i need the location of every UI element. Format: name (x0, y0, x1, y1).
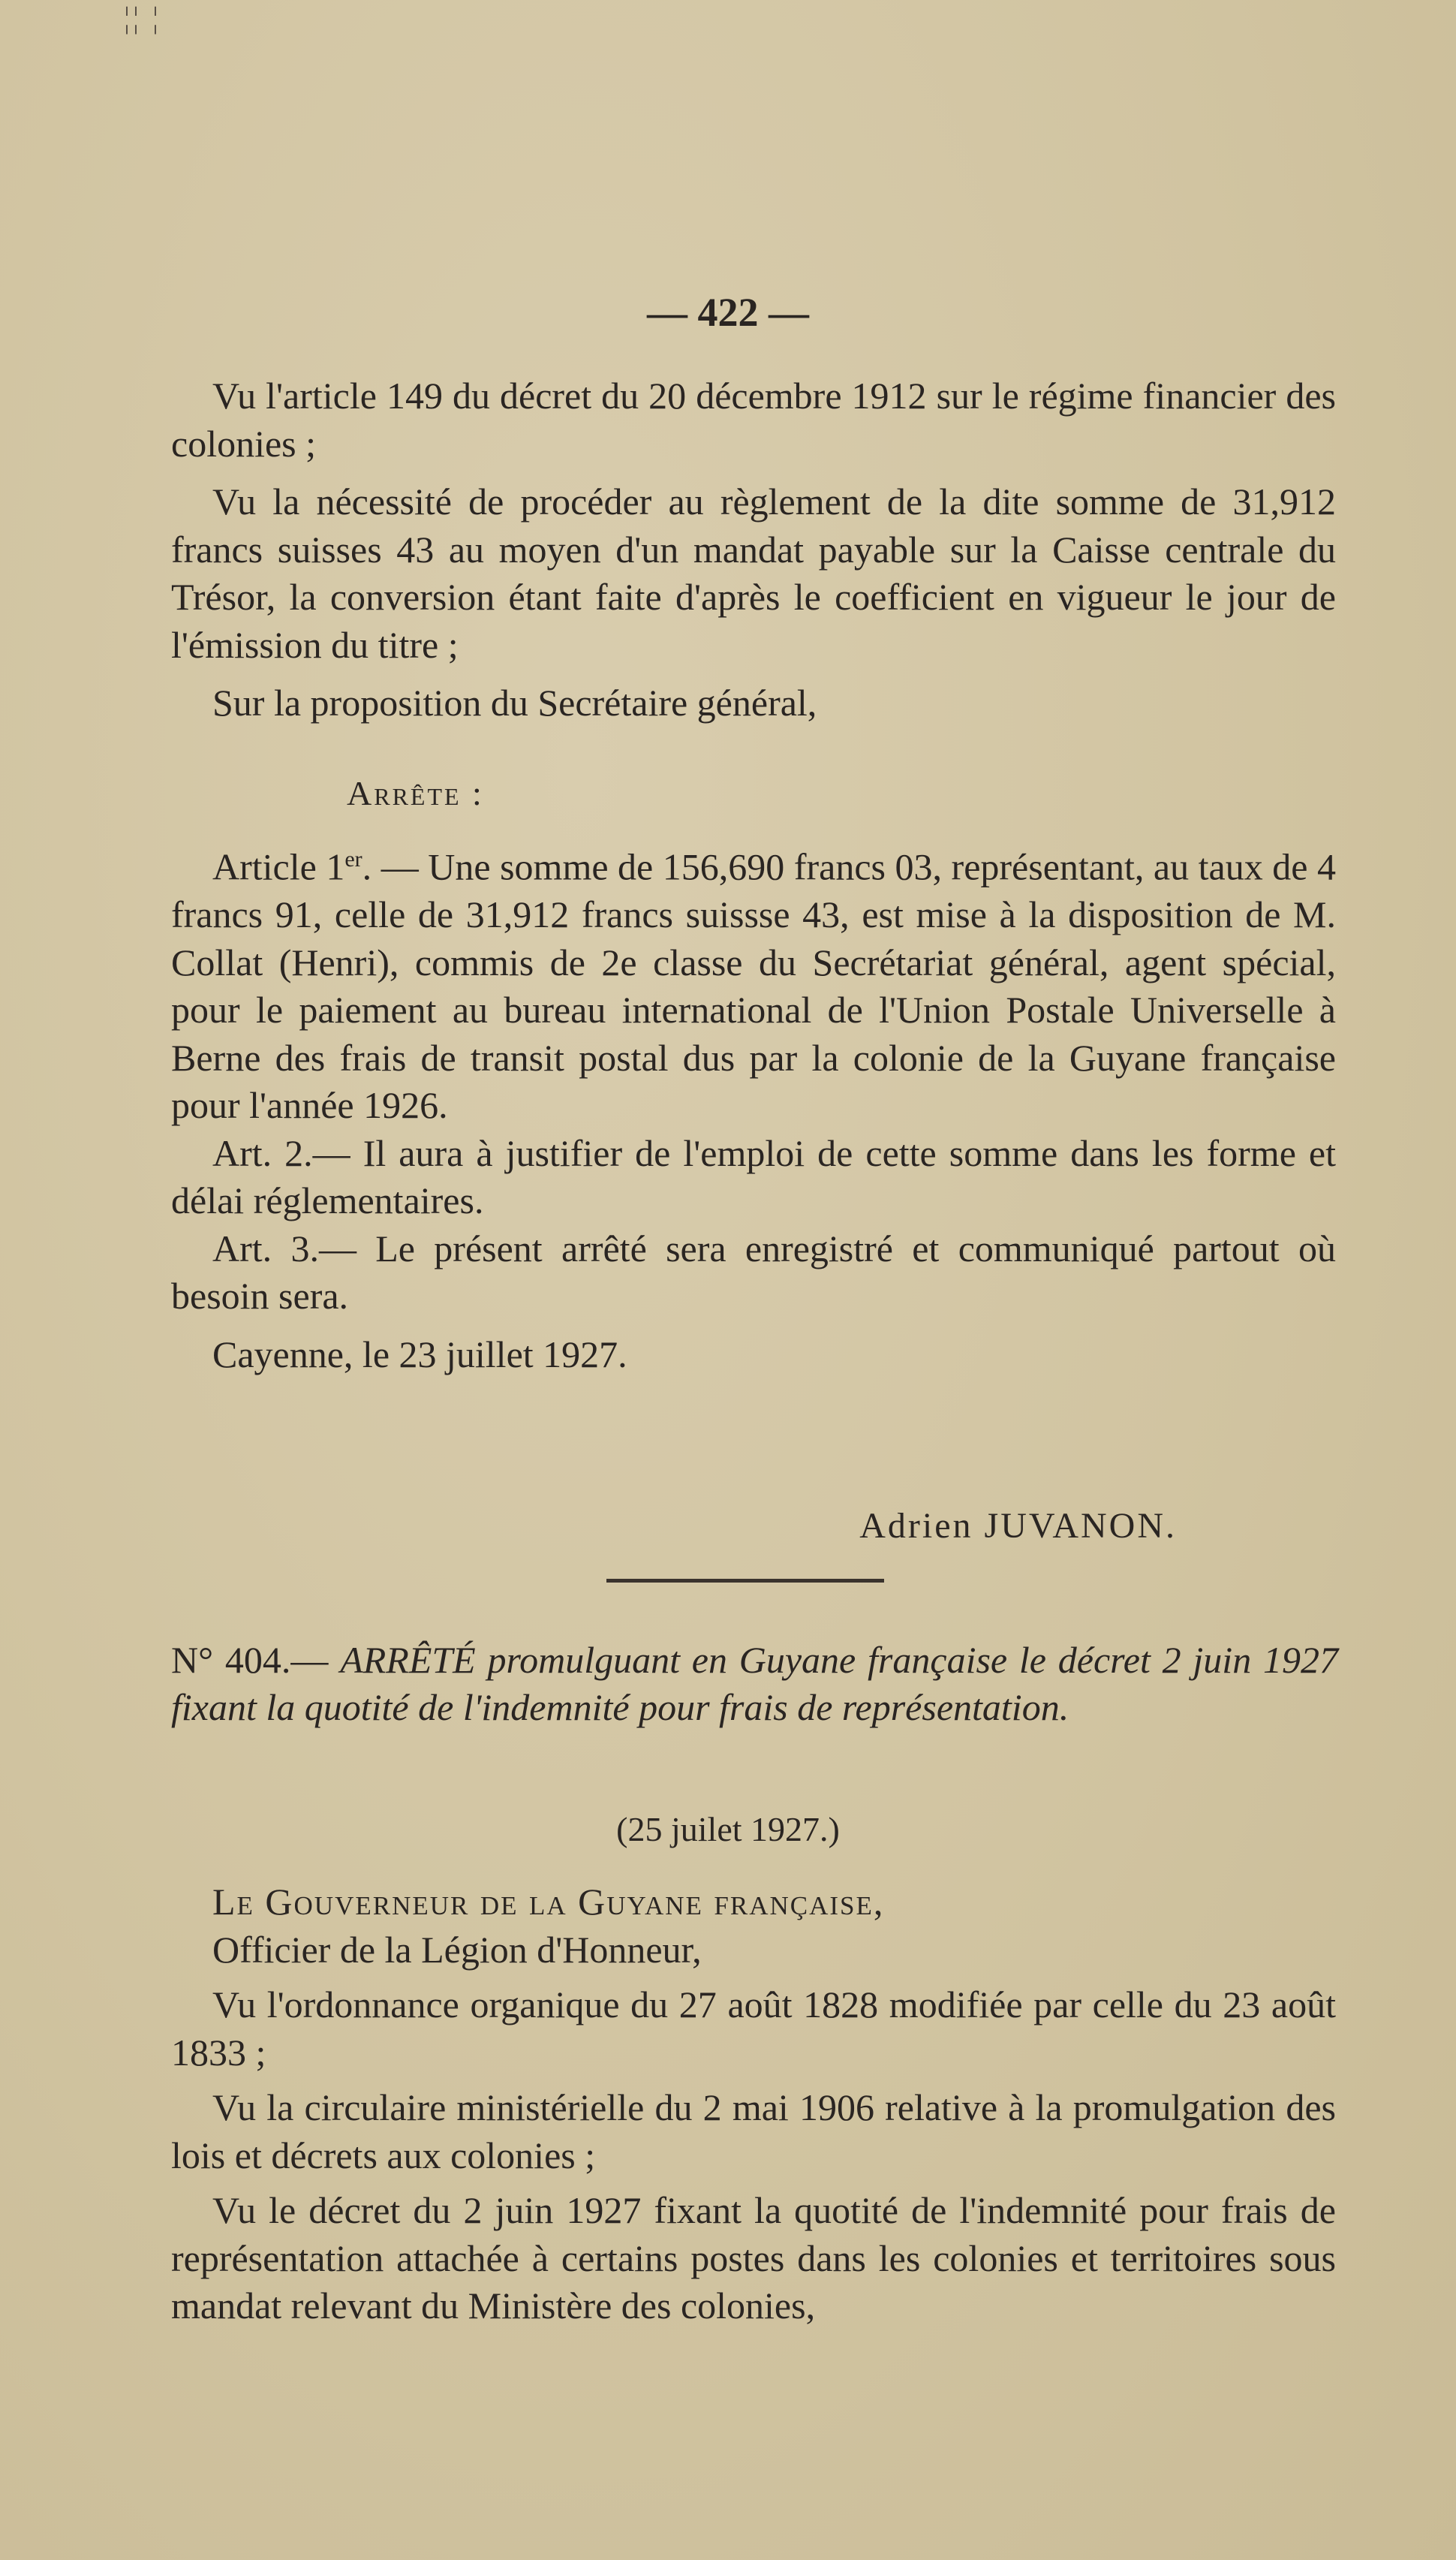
paragraph-vu-necessite: Vu la nécessité de procéder au règlement de la dite somme de 31,912 francs suisses 43 au moyen d'un mandat payable sur la Caisse centrale du Trésor, la conversion étant faite d'après le coefficient en vigueur le jour de l'émission du titre ; (171, 480, 1336, 666)
article-1-text: . — Une somme de 156,690 francs 03, représentant, au taux de 4 francs 91, celle de 31,912 francs suissse 43, est mise à la disposition de M. Collat (Henri), commis de 2e classe du Secrétariat général, agent spécial, pour le paiement au bureau international de l'Union Postale Universelle à Berne des frais de transit postal dus par la colonie de la Guyane française pour l'année 1926. (171, 845, 1336, 1127)
paragraph-vu-article: Vu l'article 149 du décret du 20 décembre 1912 sur le régime financier des colonies ; (171, 375, 1336, 465)
officier-line: Officier de la Légion d'Honneur, (212, 1928, 702, 1971)
paragraph-vu-circulaire: Vu la circulaire ministérielle du 2 mai 1906 relative à la promulgation des lois et décrets aux colonies ; (171, 2086, 1336, 2176)
second-decree-heading (171, 1637, 1338, 1731)
first-decree-body (171, 372, 1336, 727)
article-3: Art. 3.— Le présent arrêté sera enregistré et communiqué partout où besoin sera. (171, 1227, 1336, 1318)
decree-title: ARRÊTÉ promulguant en Guyane française le décret 2 juin 1927 fixant la quotité de l'indemnité pour frais de représentation. (171, 1639, 1338, 1728)
paragraph-vu-ordonnance: Vu l'ordonnance organique du 27 août 1828 modifiée par celle du 23 août 1833 ; (171, 1983, 1336, 2074)
arrete-label: Arrête : (347, 774, 484, 812)
article-2: Art. 2.— Il aura à justifier de l'emploi de cette somme dans les forme et délai réglementaires. (171, 1131, 1336, 1222)
decree-number: N° 404.— (171, 1639, 329, 1681)
signature: Adrien JUVANON. (859, 1506, 1177, 1546)
paragraph-vu-decret: Vu le décret du 2 juin 1927 fixant la quotité de l'indemnité pour frais de représentation attachée à certains postes dans les colonies et territoires sous mandat relevant du Ministère des colonies, (171, 2189, 1336, 2327)
article-1-prefix: Article 1 (212, 845, 345, 888)
article-1 (171, 836, 1336, 1130)
article-1-sup: er (344, 847, 362, 872)
date-place: Cayenne, le 23 juillet 1927. (212, 1333, 627, 1375)
decree-date: (25 juilet 1927.) (616, 1810, 840, 1848)
second-decree-body (171, 1878, 1336, 2330)
margin-marks: ¦¦ ¦ (124, 1, 162, 35)
first-decree-articles (171, 836, 1336, 1378)
section-divider (606, 1579, 884, 1583)
paragraph-sur-proposition: Sur la proposition du Secrétaire général, (212, 682, 817, 724)
page-number: — 422 — (647, 290, 809, 335)
gouverneur-line: Le Gouverneur de la Guyane française, (212, 1881, 885, 1923)
